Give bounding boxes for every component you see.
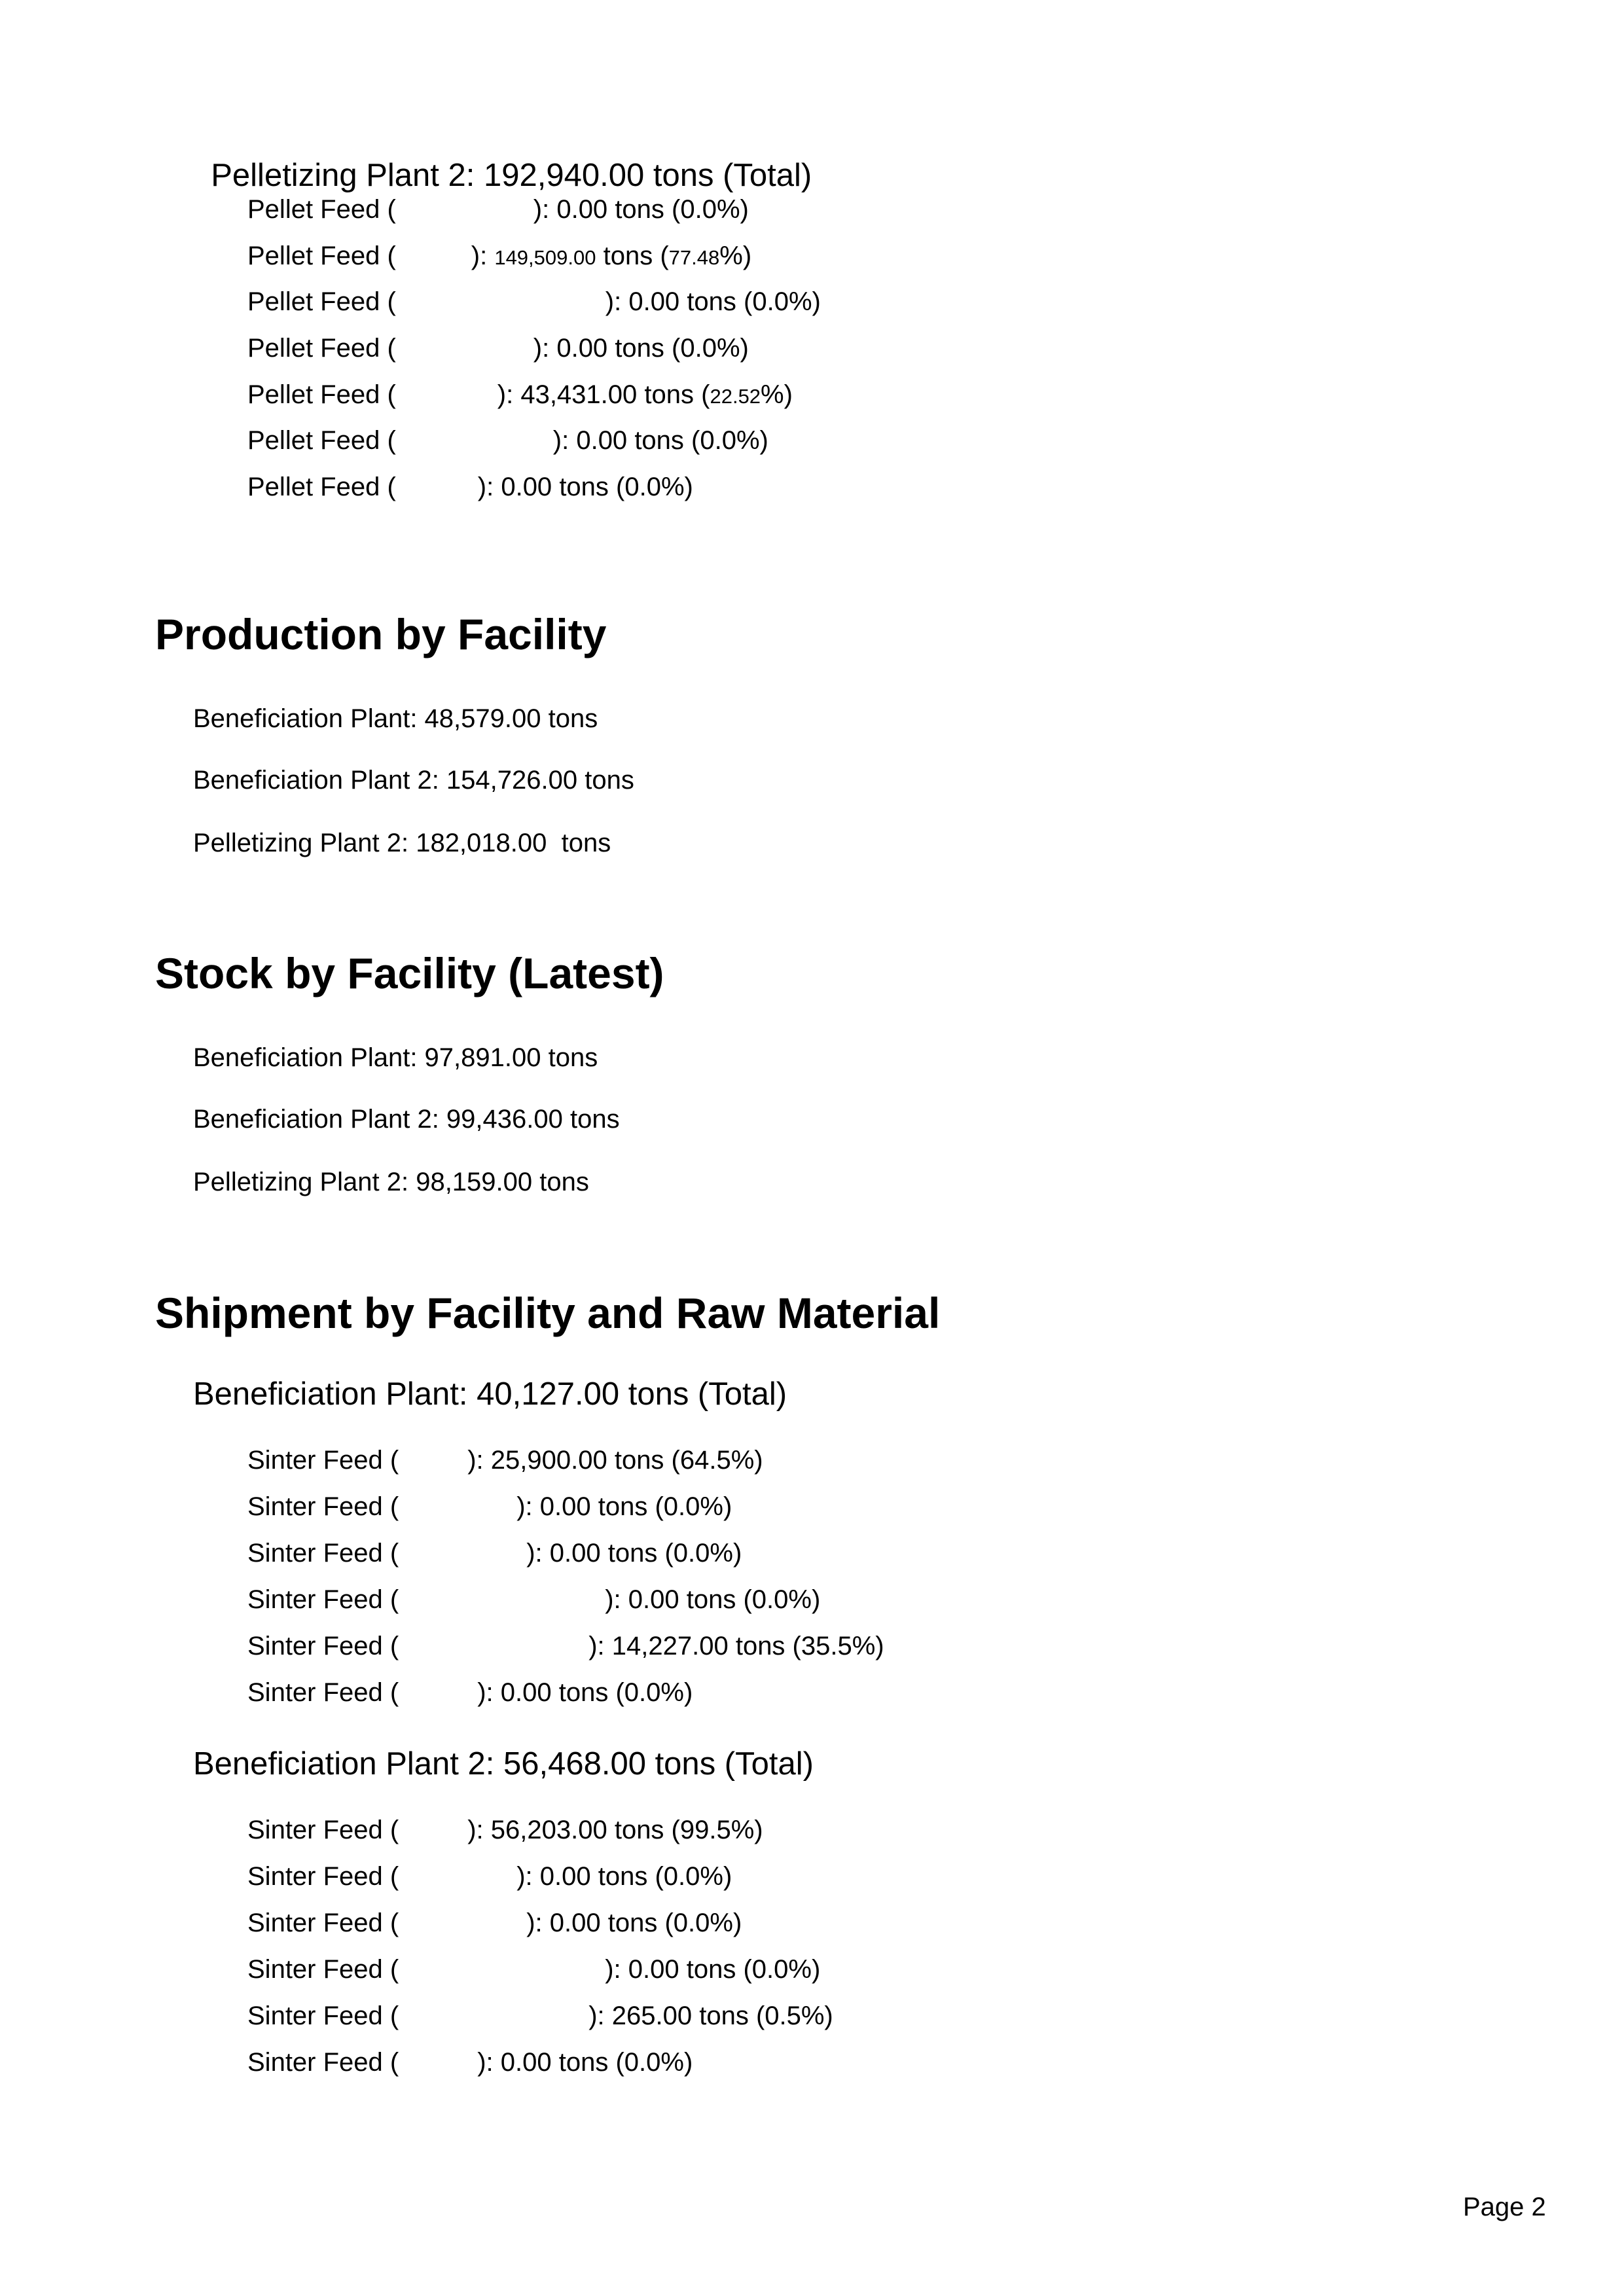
unit: tons [603, 242, 653, 270]
material-label: Pellet Feed ( [247, 473, 396, 501]
percentage: (22.52%) [701, 380, 793, 409]
redacted-text [396, 290, 605, 316]
separator: ): [533, 195, 557, 224]
percentage: (77.48%) [660, 242, 752, 270]
unit: tons [615, 334, 664, 363]
pellet-feed-item [247, 289, 821, 316]
separator: ): [605, 287, 629, 316]
separator: ): [497, 380, 521, 409]
material-label: Sinter Feed ( [247, 1909, 399, 1937]
material-label: Pellet Feed ( [247, 334, 396, 363]
percentage: (0.0%) [744, 287, 821, 316]
separator: ): [477, 473, 501, 501]
shipment-group-subheader: Beneficiation Plant: 40,127.00 tons (Total) [193, 1376, 787, 1412]
redacted-text [399, 1634, 588, 1660]
percentage-value: 77.48 [668, 246, 720, 269]
section-title-stock: Stock by Facility (Latest) [155, 949, 664, 997]
material-label: Sinter Feed ( [247, 2048, 399, 2077]
sinter-feed-item [247, 1863, 732, 1891]
stock-line: Pelletizing Plant 2: 98,159.00 tons [193, 1168, 589, 1196]
separator: ): [552, 426, 577, 455]
redacted-text [399, 2051, 477, 2077]
total-value: 192,940.00 [483, 158, 645, 193]
tonnage-value: 43,431.00 [520, 380, 638, 409]
material-label: Pellet Feed ( [247, 287, 396, 316]
tonnage-and-share: ): 0.00 tons (0.0%) [477, 2048, 693, 2077]
sinter-feed-item [247, 1679, 693, 1707]
tonnage-and-share: ): 0.00 tons (0.0%) [605, 1585, 821, 1614]
tonnage-and-share: ): 25,900.00 tons (64.5%) [467, 1446, 763, 1475]
sinter-feed-item [247, 1447, 763, 1475]
tonnage-and-share: ): 56,203.00 tons (99.5%) [467, 1816, 763, 1844]
material-label: Sinter Feed ( [247, 1492, 399, 1521]
production-line: Beneficiation Plant: 48,579.00 tons [193, 704, 598, 733]
page-number: Page 2 [1463, 2193, 1546, 2221]
redacted-text [396, 198, 533, 224]
redacted-text [399, 1448, 467, 1475]
material-label: Sinter Feed ( [247, 1632, 399, 1660]
pellet-feed-item [247, 474, 693, 501]
percentage: (0.0%) [672, 334, 749, 363]
sinter-feed-item [247, 1956, 820, 1984]
pellet-feed-item [247, 335, 749, 363]
tonnage-and-share: ): 0.00 tons (0.0%) [526, 1539, 742, 1568]
separator: : [465, 158, 484, 193]
material-label: Sinter Feed ( [247, 1862, 399, 1891]
tonnage-value: 0.00 [501, 473, 552, 501]
tonnage-and-share: ): 0.00 tons (0.0%) [605, 1955, 821, 1984]
separator: ): [471, 242, 495, 270]
stock-line: Beneficiation Plant 2: 99,436.00 tons [193, 1105, 620, 1134]
tonnage-value: 0.00 [628, 287, 680, 316]
redacted-text [399, 1958, 605, 1984]
percentage-value: 0.0 [752, 287, 789, 316]
sinter-feed-item [247, 2049, 693, 2077]
material-label: Pellet Feed ( [247, 242, 396, 270]
sinter-feed-item [247, 1633, 884, 1660]
pellet-facility-total [193, 128, 812, 192]
percentage-value: 0.0 [700, 426, 736, 455]
tonnage-and-share: ): 0.00 tons (0.0%) [477, 1678, 693, 1707]
redacted-text [399, 1541, 526, 1568]
sinter-feed-item [247, 1540, 742, 1568]
total-suffix: (Total) [723, 158, 812, 193]
sinter-feed-item [247, 1494, 732, 1521]
redacted-text [396, 336, 533, 363]
redacted-text [399, 1865, 516, 1891]
percentage: (0.0%) [616, 473, 693, 501]
tonnage-value: 0.00 [576, 426, 628, 455]
redacted-text [396, 244, 471, 270]
sinter-feed-item [247, 2003, 833, 2030]
sinter-feed-item [247, 1587, 820, 1614]
tonnage-and-share: ): 265.00 tons (0.5%) [588, 2001, 833, 2030]
redacted-text [396, 429, 553, 455]
material-label: Pellet Feed ( [247, 380, 396, 409]
pellet-feed-item [247, 427, 768, 455]
material-label: Sinter Feed ( [247, 1585, 399, 1614]
stock-line: Beneficiation Plant: 97,891.00 tons [193, 1043, 598, 1072]
redacted-text [396, 475, 478, 501]
unit: tons [653, 158, 714, 193]
unit: tons [559, 473, 609, 501]
tonnage-and-share: ): 0.00 tons (0.0%) [516, 1862, 732, 1891]
pellet-feed-item [247, 243, 751, 270]
percentage-value: 0.0 [680, 195, 717, 224]
unit: tons [615, 195, 664, 224]
redacted-text [399, 1911, 526, 1937]
redacted-text [396, 383, 497, 409]
redacted-text [399, 1495, 516, 1521]
redacted-text [399, 1588, 605, 1614]
tonnage-value: 0.00 [556, 334, 608, 363]
percentage: (0.0%) [691, 426, 768, 455]
sinter-feed-item [247, 1910, 742, 1937]
percentage-value: 22.52 [710, 385, 761, 408]
production-line: Pelletizing Plant 2: 182,018.00 tons [193, 829, 611, 857]
separator: ): [533, 334, 557, 363]
material-label: Sinter Feed ( [247, 1678, 399, 1707]
section-title-shipment: Shipment by Facility and Raw Material [155, 1289, 941, 1337]
unit: tons [644, 380, 695, 409]
production-line: Beneficiation Plant 2: 154,726.00 tons [193, 766, 634, 795]
material-label: Pellet Feed ( [247, 195, 396, 224]
pellet-feed-item [247, 196, 749, 224]
tonnage-and-share: ): 14,227.00 tons (35.5%) [588, 1632, 884, 1660]
material-label: Sinter Feed ( [247, 1816, 399, 1844]
redacted-text [399, 1818, 467, 1844]
material-label: Pellet Feed ( [247, 426, 396, 455]
percentage-value: 0.0 [624, 473, 661, 501]
unit: tons [687, 287, 736, 316]
material-label: Sinter Feed ( [247, 1539, 399, 1568]
material-label: Sinter Feed ( [247, 1446, 399, 1475]
tonnage-and-share: ): 0.00 tons (0.0%) [516, 1492, 732, 1521]
redacted-text [399, 2004, 588, 2030]
facility-name: Pelletizing Plant 2 [211, 158, 466, 193]
unit: tons [634, 426, 684, 455]
tonnage-value: 149,509.00 [494, 246, 596, 269]
tonnage-value: 0.00 [556, 195, 608, 224]
percentage: (0.0%) [672, 195, 749, 224]
section-title-production: Production by Facility [155, 610, 607, 658]
percentage-value: 0.0 [680, 334, 717, 363]
tonnage-and-share: ): 0.00 tons (0.0%) [526, 1909, 742, 1937]
material-label: Sinter Feed ( [247, 1955, 399, 1984]
sinter-feed-item [247, 1817, 763, 1844]
shipment-group-subheader: Beneficiation Plant 2: 56,468.00 tons (Total) [193, 1746, 814, 1782]
redacted-text [399, 1681, 477, 1707]
pellet-feed-item [247, 382, 793, 409]
material-label: Sinter Feed ( [247, 2001, 399, 2030]
